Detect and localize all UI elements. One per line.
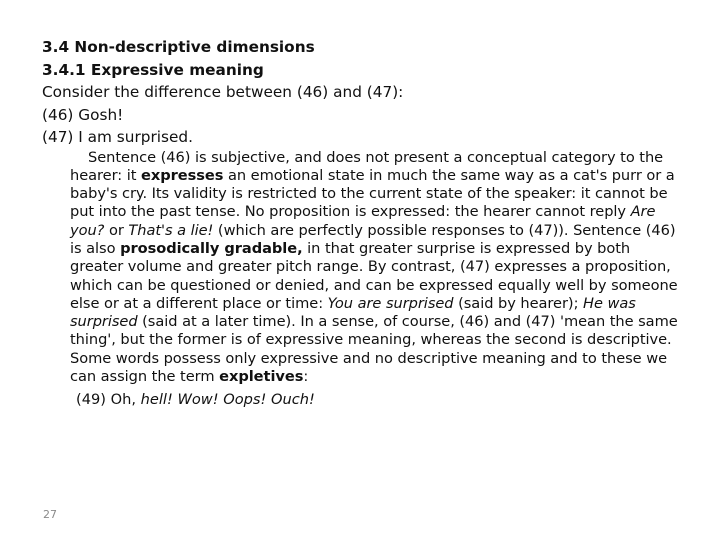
reply-example: That's a lie! — [128, 221, 214, 239]
example-47: (47) I am surprised. — [42, 128, 193, 146]
paragraph-span: Sentence (46) is subjective, and does not present a conceptual category to the hearer: it — [70, 148, 664, 184]
explanation-paragraph — [70, 149, 680, 387]
example-49-words: hell! Wow! Oops! Ouch! — [140, 391, 315, 409]
subsection-heading: 3.4.1 Expressive meaning — [42, 60, 264, 79]
term-expresses: expresses — [141, 166, 224, 184]
paragraph-span: an emotional state in much the same way as a cat's purr or a baby's cry. Its validity is restricted to the current state of the speaker: it cannot be put into the past tense. No proposition is expressed: the hearer cannot reply — [70, 166, 675, 221]
example-49 — [76, 390, 682, 410]
page-number: 27 — [43, 508, 57, 521]
sentence-example: He was surprised — [70, 294, 636, 331]
term-prosodically-gradable: prosodically gradable, — [120, 239, 303, 257]
example-46: (46) Gosh! — [42, 105, 124, 124]
sentence-example: You are surprised — [327, 294, 454, 312]
slide-content — [42, 36, 682, 410]
paragraph-span: in that greater surprise is expressed by both greater volume and greater pitch range. By contrast, (47) expresses a proposition, which can be questioned or denied, and can be expressed equally well by someone else or at a different place or time: — [70, 239, 678, 312]
paragraph-span: or — [104, 221, 129, 239]
paragraph-span: (said at a later time). In a sense, of course, (46) and (47) 'mean the same thing', but the former is of expressive meaning, whereas the second is descriptive. Some words possess only expressive and no descriptive meaning and to these we can assign the term — [70, 313, 678, 386]
paragraph-span: (said by hearer); — [453, 294, 584, 312]
section-heading: 3.4 Non-descriptive dimensions — [42, 38, 315, 56]
paragraph-text — [70, 149, 680, 387]
example-49-prefix: (49) Oh, — [76, 391, 141, 409]
term-expletives: expletives — [219, 368, 304, 386]
reply-example: Are you? — [70, 203, 656, 239]
paragraph-span: : — [303, 368, 309, 386]
paragraph-span: (which are perfectly possible responses to (47)). Sentence (46) is also — [70, 221, 676, 257]
intro-text: Consider the difference between (46) and (47): — [42, 83, 404, 101]
